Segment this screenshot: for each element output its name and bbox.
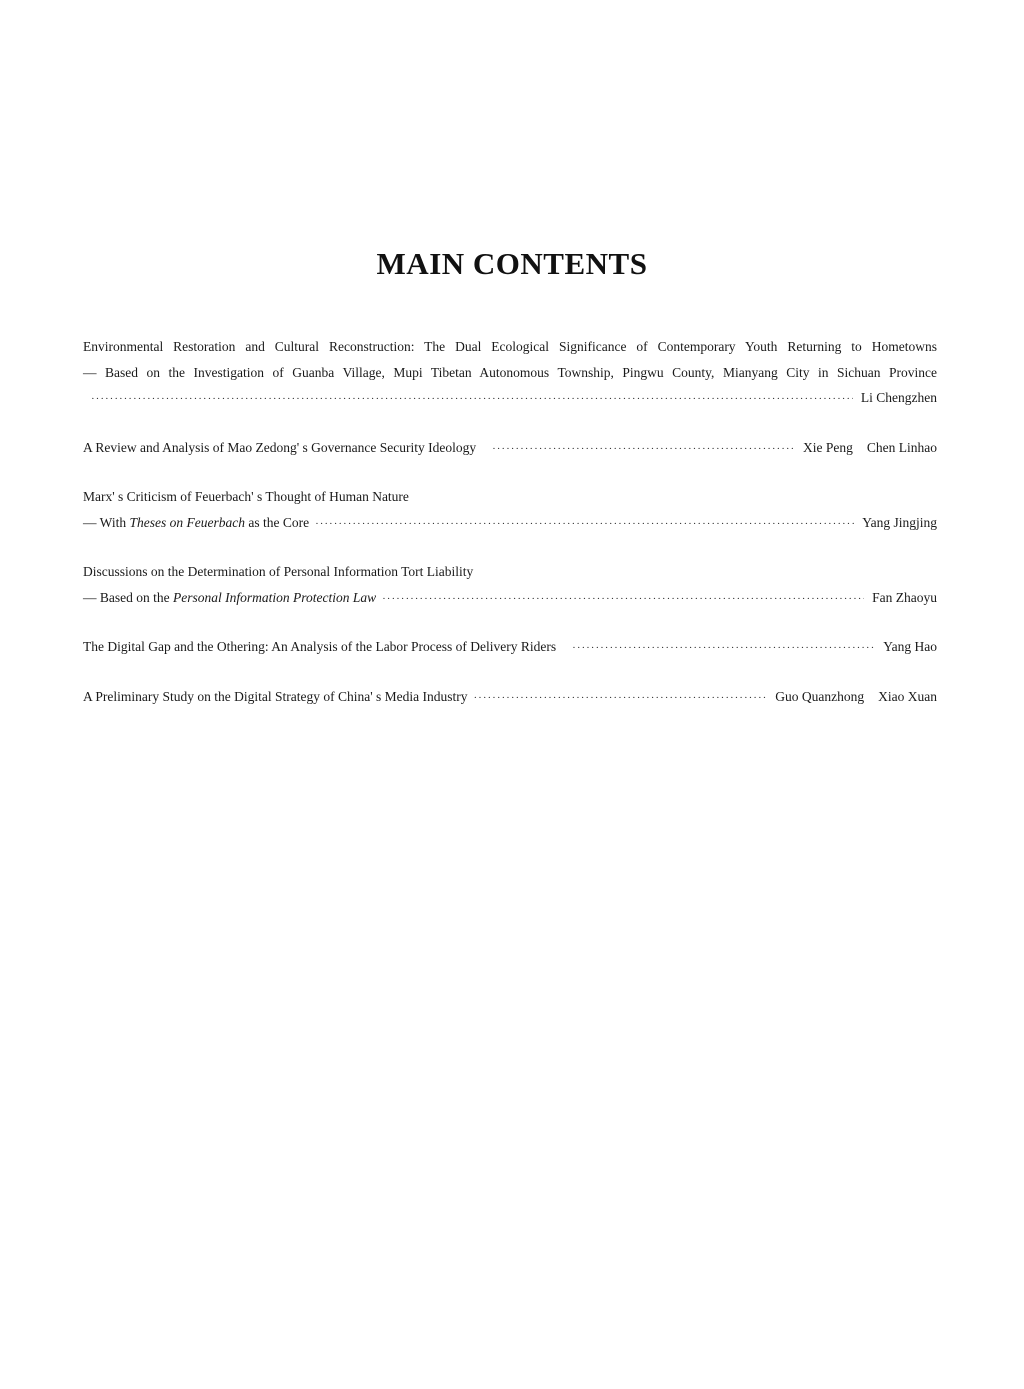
- toc-entry-title-line: [83, 334, 937, 360]
- toc-entry-authors: [872, 585, 937, 611]
- dot-leader: [91, 387, 853, 413]
- dot-leader: [474, 686, 768, 712]
- author-name: Guo Quanzhong: [775, 688, 865, 704]
- toc-entry-title-line: [83, 684, 937, 710]
- toc-entry-authors: [883, 634, 937, 660]
- dot-leader: [315, 512, 854, 538]
- toc-entry-title: Environmental Restoration and Cultural Reconstruction: The Dual Ecological Significance of Contemporary Youth Returning to Hometowns: [83, 339, 937, 354]
- toc-entry-title-line: [83, 484, 937, 510]
- toc-entry[interactable]: [83, 484, 937, 535]
- subtitle-italic-work: Theses on Feuerbach: [129, 514, 245, 530]
- toc-entry-title: Discussions on the Determination of Personal Information Tort Liability: [83, 564, 474, 579]
- author-name: Chen Linhao: [866, 439, 937, 455]
- subtitle-italic-work: Personal Information Protection Law: [173, 589, 377, 605]
- author-name: Li Chengzhen: [860, 390, 937, 405]
- toc-entry-subtitle: [83, 585, 376, 611]
- subtitle-prefix: — With: [83, 514, 130, 530]
- author-name: Xie Peng: [803, 439, 853, 455]
- toc-entry-subtitle-line: [83, 585, 937, 611]
- toc-entry-title: The Digital Gap and the Othering: An Analysis of the Labor Process of Delivery Riders: [83, 639, 557, 654]
- toc-entry-author-line: [83, 385, 937, 411]
- toc-entry[interactable]: [83, 634, 937, 660]
- toc-entry-authors: [862, 510, 937, 536]
- toc-entry-title: Marx' s Criticism of Feuerbach' s Thought of Human Nature: [83, 489, 409, 504]
- toc-entry-subtitle-line: [83, 360, 937, 386]
- toc-entry[interactable]: [83, 684, 937, 710]
- toc-entry-title: A Preliminary Study on the Digital Strategy of China' s Media Industry: [83, 688, 468, 704]
- toc-entry-authors: [861, 385, 937, 411]
- dot-leader: [572, 636, 875, 662]
- dot-leader: [492, 437, 795, 463]
- toc-entry[interactable]: [83, 435, 937, 461]
- author-name: Yang Hao: [883, 639, 937, 654]
- subtitle-prefix: — Based on the: [83, 589, 173, 605]
- toc-entry-title-line: [83, 435, 937, 461]
- toc-entry-authors: [775, 684, 937, 710]
- author-name: Xiao Xuan: [878, 688, 937, 704]
- table-of-contents: [83, 334, 937, 733]
- subtitle-suffix: as the Core: [244, 514, 310, 530]
- toc-entry[interactable]: [83, 559, 937, 610]
- toc-entry-subtitle-line: [83, 510, 937, 536]
- toc-entry-authors: [803, 435, 937, 461]
- toc-entry-title-line: [83, 634, 937, 660]
- author-name: Fan Zhaoyu: [872, 589, 937, 605]
- toc-entry-subtitle: — Based on the Investigation of Guanba Village, Mupi Tibetan Autonomous Township, Pingwu County, Mianyang City in Sichuan Province: [83, 364, 937, 380]
- toc-entry-subtitle: [83, 510, 309, 536]
- toc-entry-title: A Review and Analysis of Mao Zedong' s Governance Security Ideology: [83, 439, 477, 455]
- page-title: MAIN CONTENTS: [376, 246, 648, 281]
- author-name: Yang Jingjing: [862, 514, 937, 530]
- dot-leader: [382, 587, 864, 613]
- toc-entry-title-line: [83, 559, 937, 585]
- toc-entry[interactable]: [83, 334, 937, 411]
